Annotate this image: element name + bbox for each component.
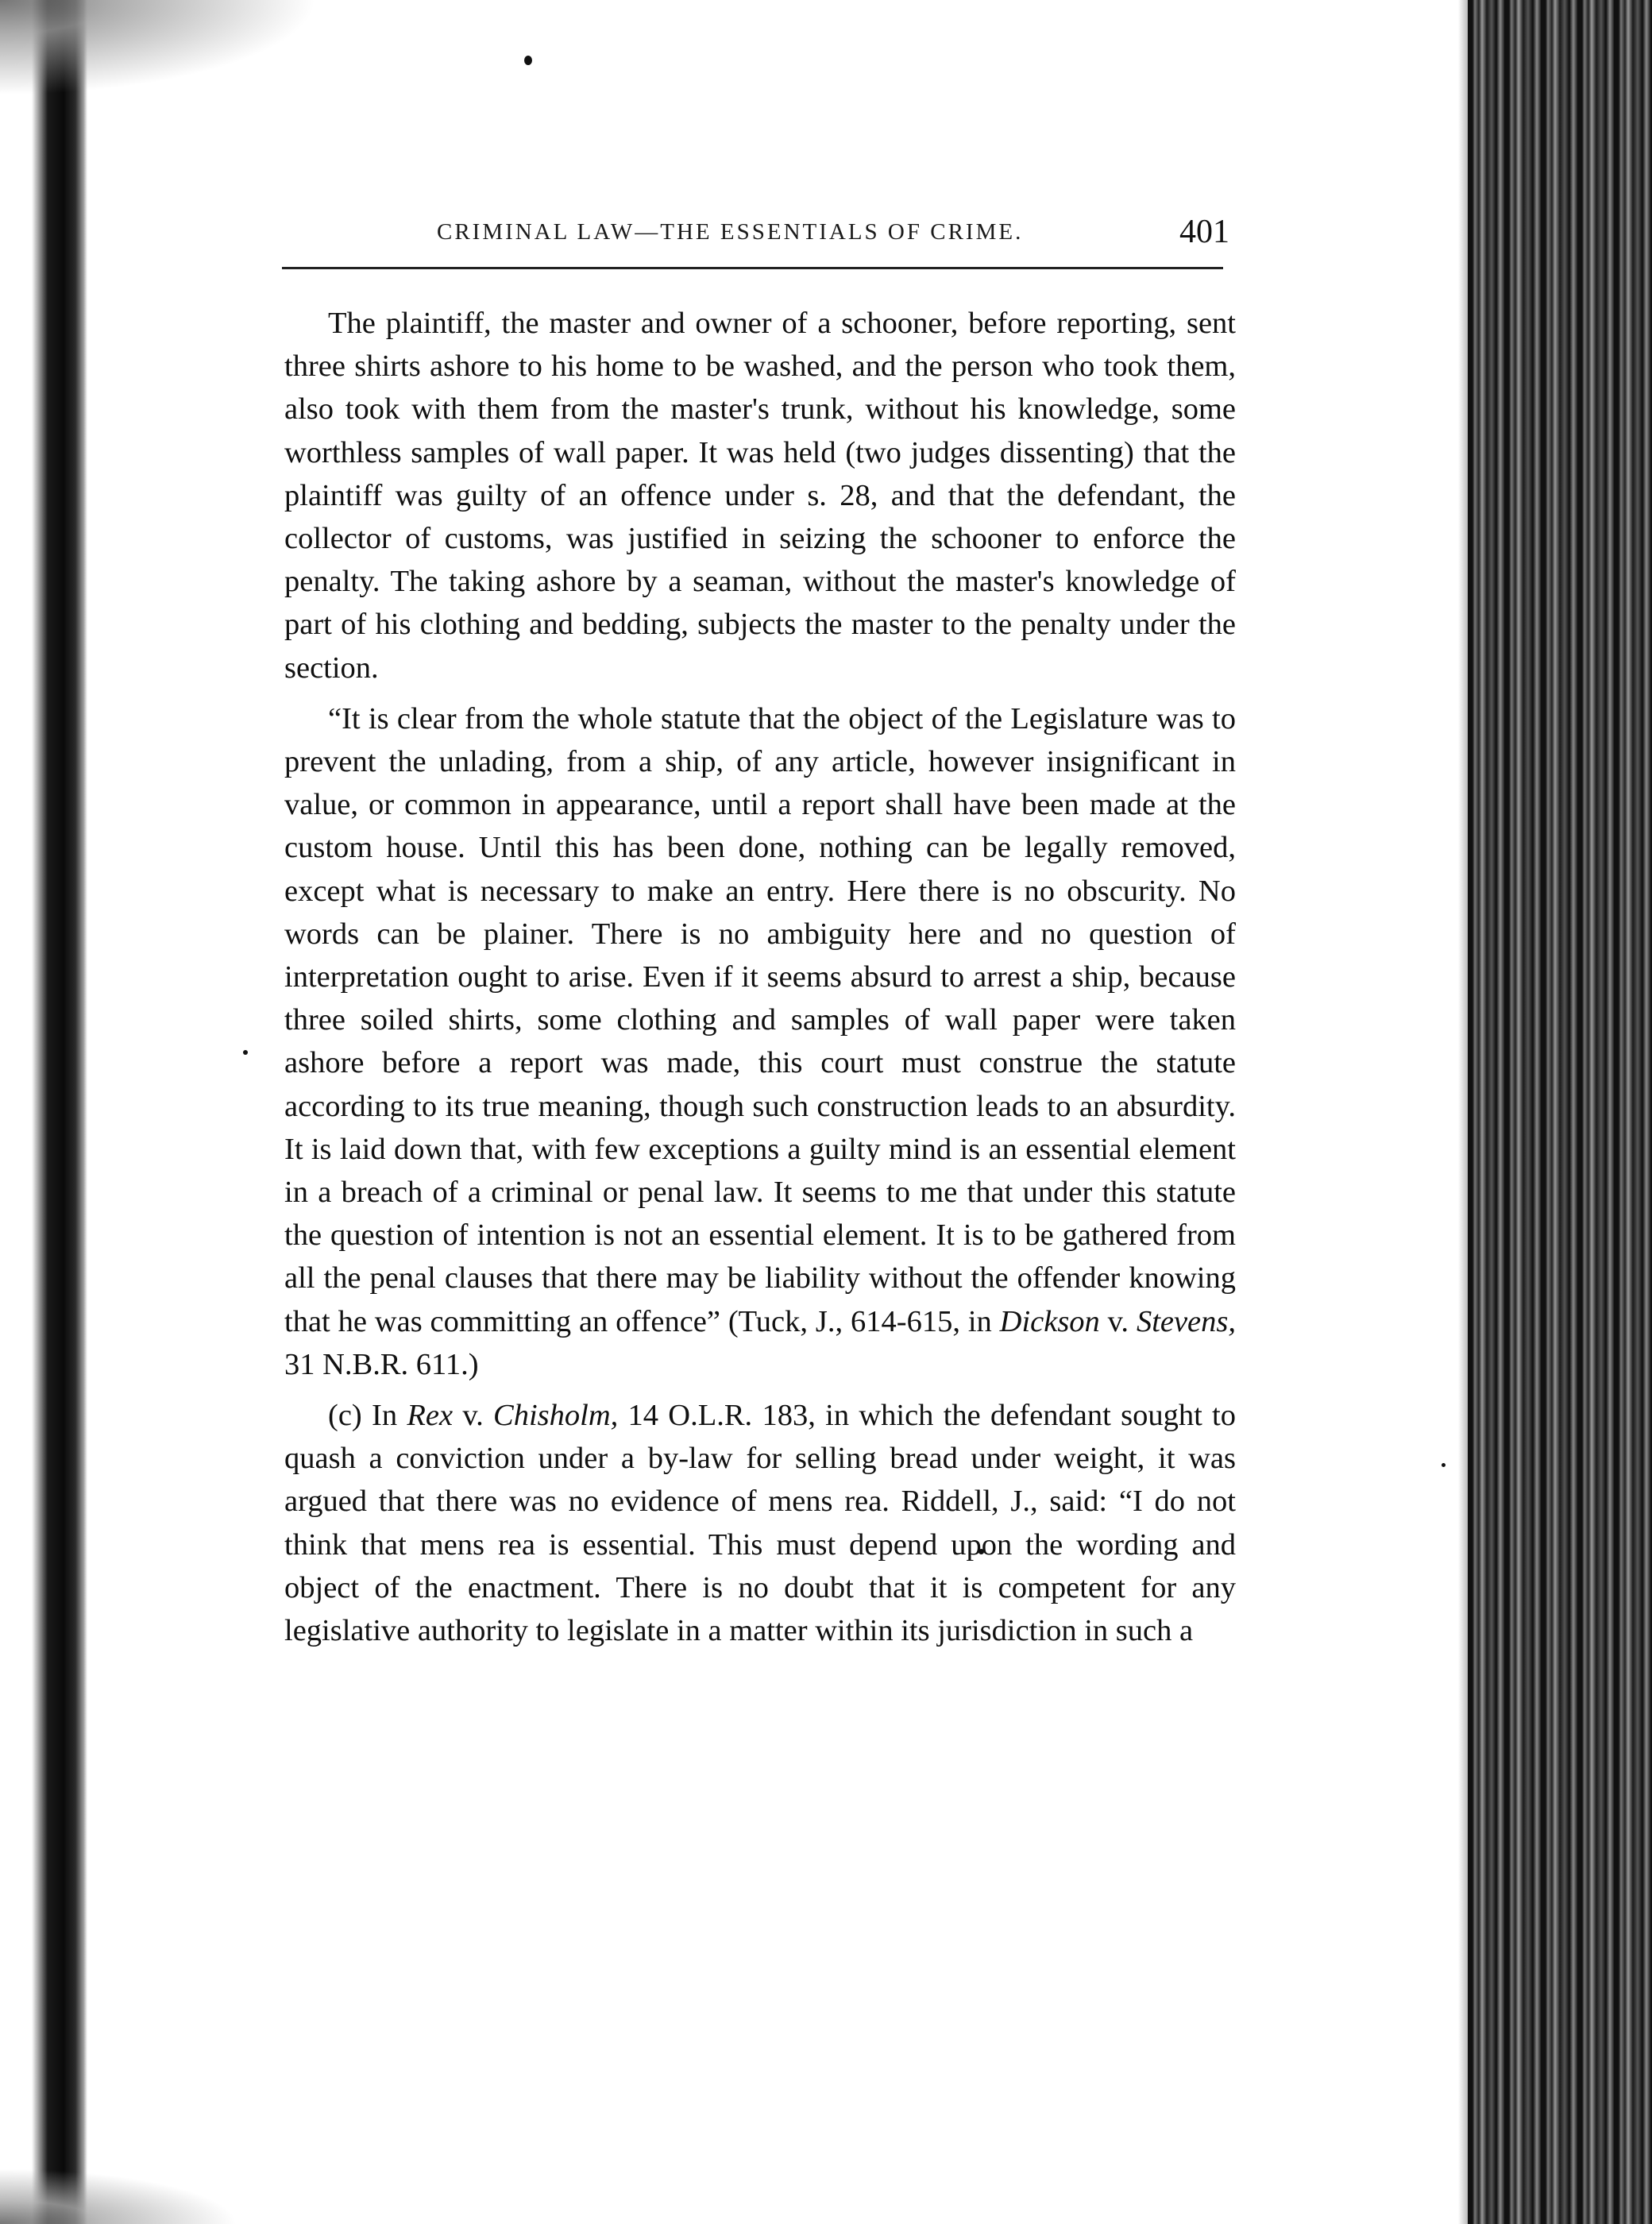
- case-citation: 31 N.B.R. 611.): [284, 1347, 479, 1381]
- paragraph-rex-v-chisholm: [284, 1394, 1236, 1652]
- case-name-party: Stevens,: [1136, 1304, 1237, 1338]
- running-title: CRIMINAL LAW—THE ESSENTIALS OF CRIME.: [437, 219, 1024, 245]
- header-rule: [282, 267, 1223, 269]
- paragraph-lead: (c) In: [328, 1399, 407, 1433]
- case-versus: v.: [1099, 1304, 1137, 1338]
- case-name-party: Rex: [407, 1399, 454, 1433]
- ink-speck: [524, 56, 532, 65]
- case-versus: v.: [453, 1399, 494, 1433]
- book-spine-edge: [1468, 0, 1652, 2224]
- scan-shadow-left: [0, 0, 87, 2224]
- page-number: 401: [1179, 214, 1229, 250]
- paragraph-schooner-case: The plaintiff, the master and owner of a schooner, before reporting, sent three shirts ashore to his home to be washed, and the person who took them, also took with them from the master's trunk, without his knowledge, some worthless samples of wall paper. It was held (two judges dissenting) that the plaintiff was guilty of an offence under s. 28, and that the defendant, the collector of customs, was justified in seizing the schooner to enforce the penalty. The taking ashore by a seaman, without the master's knowledge of part of his clothing and bedding, subjects the master to the penalty under the section.: [284, 307, 1236, 685]
- quotation-text: “It is clear from the whole statute that the object of the Legislature was to prevent the unlading, from a ship, of any article, however insignificant in value, or common in appearance, until a report shall have been made at the custom house. Until this has been done, nothing can be legally removed, except what is necessary to make an entry. Here there is no obscurity. No words can be plainer. There is no ambiguity here and no question of interpretation ought to arise. Even if it seems absurd to arrest a ship, because three soiled shirts, some clothing and samples of wall paper were taken ashore before a report was made, this court must construe the statute according to its true meaning, though such construction leads to an absurdity. It is laid down that, with few exceptions a guilty mind is an essential element in a breach of a criminal or penal law. It seems to me that under this statute the question of intention is not an essential element. It is to be gathered from all the penal clauses that there may be liability without the offender knowing that he was committing an offence” (Tuck, J., 614-615, in: [284, 701, 1236, 1338]
- spine-shadow: [1458, 0, 1468, 2224]
- scan-shadow-bottom-left: [0, 2168, 238, 2224]
- case-name-party: Chisholm,: [493, 1399, 619, 1433]
- ink-speck: [243, 1050, 248, 1055]
- scan-shadow-top-left: [0, 0, 318, 95]
- running-head: [286, 213, 1229, 261]
- paragraph-tuck-quotation: [284, 697, 1236, 1386]
- body-text: [284, 302, 1236, 1660]
- case-name-party: Dickson: [999, 1304, 1100, 1338]
- paragraph-text: 14 O.L.R. 183, in which the defendant sought to quash a conviction under a by-law for selling bread under weight, it was argued that there was no evidence of mens rea. Riddell, J., said: “I do not think that mens rea is essential. This must depend upon the wording and object of the enactment. There is no doubt that it is competent for any legislative authority to legislate in a matter within its jurisdiction in such a: [284, 1399, 1236, 1648]
- ink-speck: [1442, 1463, 1446, 1467]
